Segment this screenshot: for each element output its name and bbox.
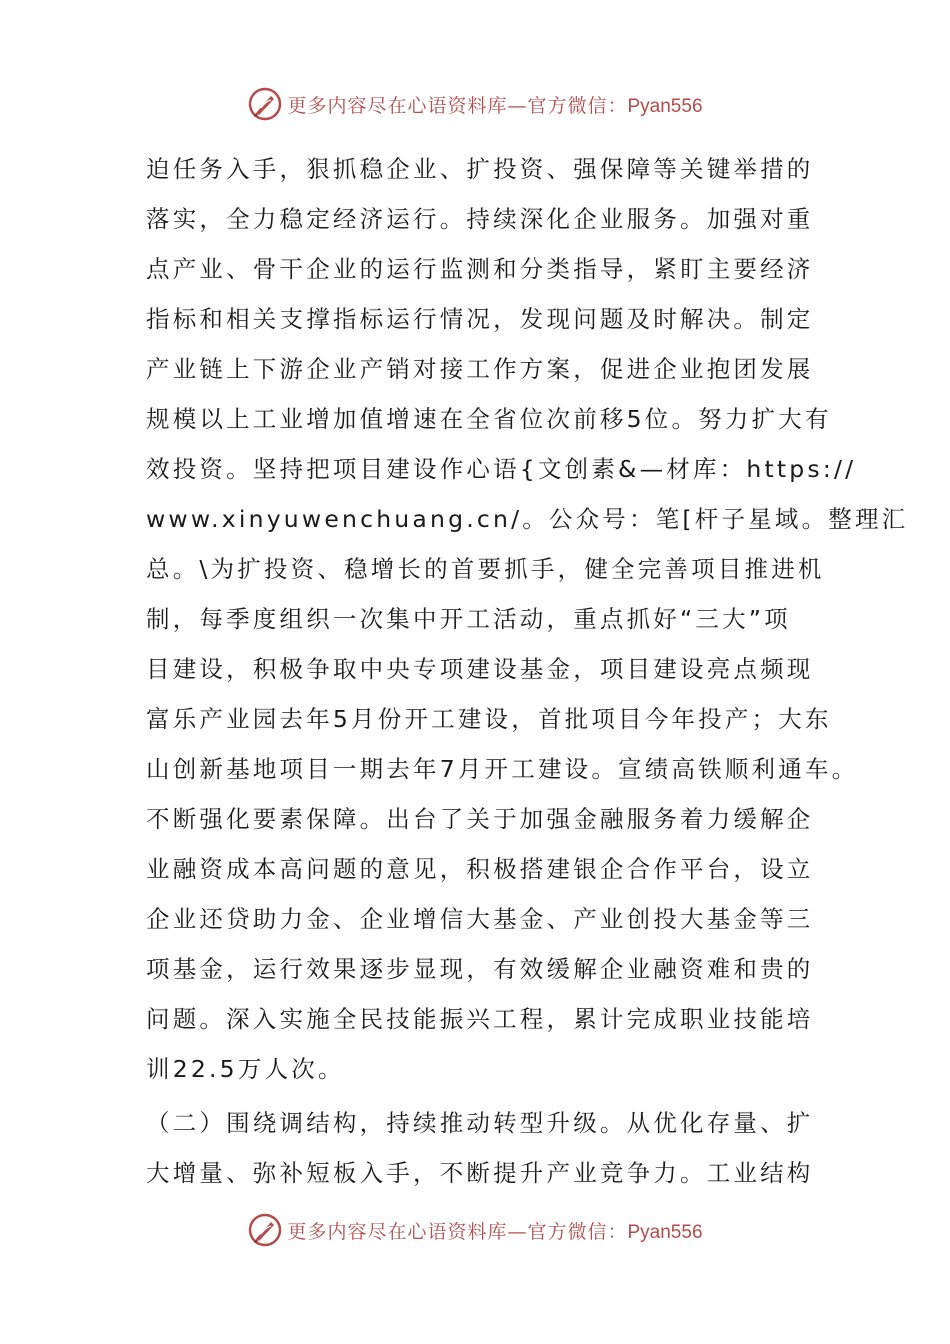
text-line: 指标和相关支撑指标运行情况，发现问题及时解决。制定: [146, 305, 814, 333]
text-line: 项基金，运行效果逐步显现，有效缓解企业融资难和贵的: [146, 955, 814, 983]
document-body: [146, 144, 909, 1198]
wechat-handle: Pyan556: [627, 1221, 703, 1243]
text-line: 效投资。坚持把项目建设作心语{文创素&—材库：https://: [146, 455, 857, 483]
text-line: 大增量、弥补短板入手，不断提升产业竞争力。工业结构: [146, 1159, 814, 1187]
text-line: www.xinyuwenchuang.cn/。公众号：笔[杆子星域。整理汇: [146, 505, 909, 533]
text-line: （二）围绕调结构，持续推动转型升级。从优化存量、扩: [146, 1109, 814, 1137]
wechat-handle: Pyan556: [627, 95, 703, 117]
header-banner: [0, 84, 950, 124]
text-line: 目建设，积极争取中央专项建设基金，项目建设亮点频现: [146, 655, 814, 683]
header-banner-text: 更多内容尽在心语资料库—官方微信：Pyan556: [287, 94, 703, 117]
text-line: 业融资成本高问题的意见，积极搭建银企合作平台，设立: [146, 855, 814, 883]
text-line: 产业链上下游企业产销对接工作方案，促进企业抱团发展: [146, 355, 814, 383]
text-line: 规模以上工业增加值增速在全省位次前移5位。努力扩大有: [146, 405, 832, 433]
text-line: 富乐产业园去年5月份开工建设，首批项目今年投产；大东: [146, 705, 832, 733]
text-line: 问题。深入实施全民技能振兴工程，累计完成职业技能培: [146, 1005, 814, 1033]
text-line: 制，每季度组织一次集中开工活动，重点抓好“三大”项: [146, 605, 791, 633]
text-line: 企业还贷助力金、企业增信大基金、产业创投大基金等三: [146, 905, 814, 933]
text-line: 迫任务入手，狠抓稳企业、扩投资、强保障等关键举措的: [146, 155, 814, 183]
text-line: 点产业、骨干企业的运行监测和分类指导，紧盯主要经济: [146, 255, 814, 283]
footer-banner-text: 更多内容尽在心语资料库—官方微信：Pyan556: [287, 1220, 703, 1243]
text-line: 落实，全力稳定经济运行。持续深化企业服务。加强对重: [146, 205, 814, 233]
footer-banner: [0, 1210, 950, 1250]
pen-logo-icon: [247, 86, 283, 122]
text-line: 不断强化要素保障。出台了关于加强金融服务着力缓解企: [146, 805, 814, 833]
text-line: 山创新基地项目一期去年7月开工建设。宣绩高铁顺利通车。: [146, 755, 859, 783]
text-line: 训22.5万人次。: [146, 1055, 345, 1083]
text-line: 总。\为扩投资、稳增长的首要抓手，健全完善项目推进机: [146, 555, 825, 583]
pen-logo-icon: [247, 1212, 283, 1248]
